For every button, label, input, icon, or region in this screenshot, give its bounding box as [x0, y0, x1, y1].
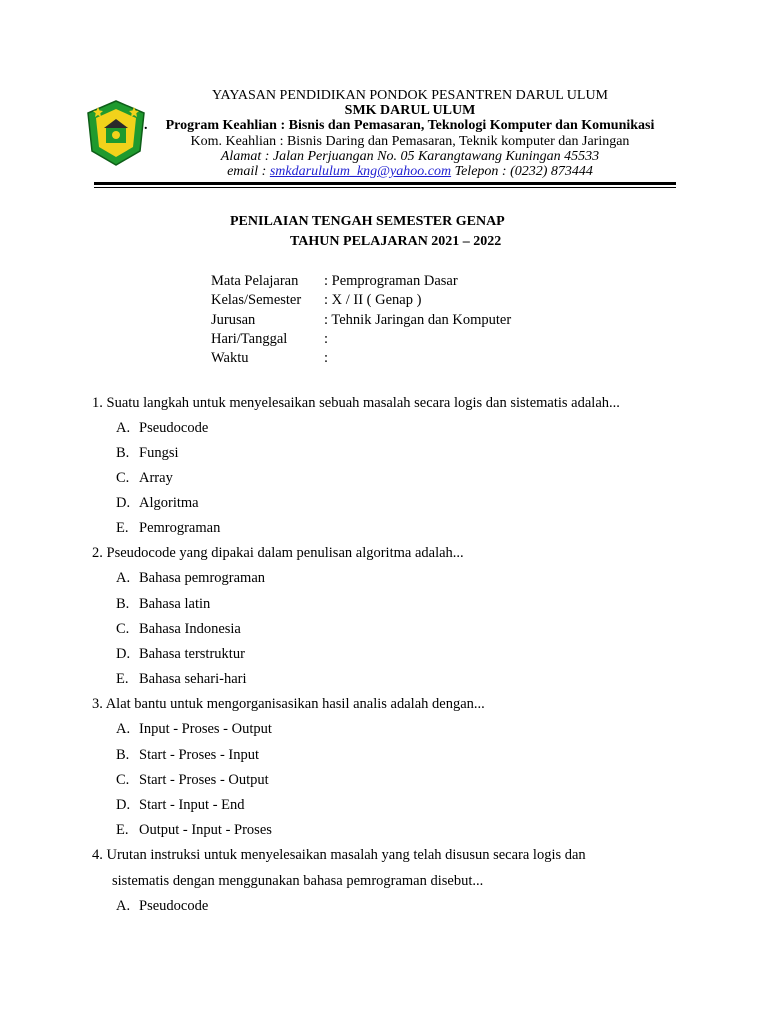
school-name: SMK DARUL ULUM: [344, 103, 476, 118]
option-letter: D.: [116, 495, 131, 511]
option-text: Array: [139, 470, 173, 486]
program-line: Program Keahlian : Bisnis dan Pemasaran, Teknologi Komputer dan Komunikasi: [165, 118, 655, 133]
option-text: Fungsi: [139, 445, 179, 461]
question-4: 4. Urutan instruksi untuk menyelesaikan masalah yang telah disusun secara logis dan: [92, 847, 586, 863]
option-letter: A.: [116, 721, 131, 737]
option-text: Start - Proses - Output: [139, 772, 269, 788]
option-3a[interactable]: [116, 719, 272, 739]
option-2c[interactable]: [116, 619, 241, 639]
info-label: Hari/Tanggal: [211, 330, 288, 347]
option-2e[interactable]: [116, 669, 247, 689]
option-letter: B.: [116, 747, 130, 763]
option-1e[interactable]: [116, 518, 220, 538]
option-letter: C.: [116, 621, 130, 637]
option-letter: D.: [116, 797, 131, 813]
option-text: Algoritma: [139, 495, 199, 511]
stray-dot: .: [144, 118, 148, 133]
option-text: Bahasa pemrograman: [139, 570, 266, 586]
question-1: 1. Suatu langkah untuk menyelesaikan sebuah masalah secara logis dan sistematis adalah...: [92, 395, 620, 411]
info-value: :: [324, 350, 329, 367]
option-letter: B.: [116, 596, 130, 612]
info-value: : Pemprograman Dasar: [324, 273, 458, 289]
exam-info: [211, 272, 511, 368]
option-1a[interactable]: [116, 418, 208, 438]
info-row: [211, 349, 511, 368]
option-letter: E.: [116, 520, 129, 536]
info-row: [211, 272, 511, 291]
option-letter: E.: [116, 671, 129, 687]
info-value: : Tehnik Jaringan dan Komputer: [324, 311, 512, 328]
option-1d[interactable]: [116, 493, 199, 513]
exam-title: PENILAIAN TENGAH SEMESTER GENAP: [230, 214, 505, 229]
option-letter: A.: [116, 898, 131, 914]
option-text: Start - Input - End: [139, 797, 245, 813]
option-2b[interactable]: [116, 594, 210, 614]
info-row: [211, 330, 511, 349]
school-logo: [86, 99, 146, 167]
option-letter: A.: [116, 570, 131, 586]
info-row: [211, 291, 511, 310]
header-rule-thick: [94, 182, 676, 185]
option-text: Bahasa Indonesia: [139, 621, 241, 637]
info-label: Waktu: [211, 350, 249, 367]
competency-line: Kom. Keahlian : Bisnis Daring dan Pemasaran, Teknik komputer dan Jaringan: [190, 134, 630, 149]
info-label: Kelas/Semester: [211, 292, 302, 309]
info-value: :: [324, 330, 329, 347]
option-3c[interactable]: [116, 770, 269, 790]
option-text: Input - Proses - Output: [139, 721, 272, 737]
email-label: email :: [227, 164, 270, 179]
option-text: Start - Proses - Input: [139, 747, 260, 763]
option-text: Bahasa latin: [139, 596, 211, 612]
option-text: Pseudocode: [139, 898, 209, 914]
option-text: Bahasa terstruktur: [139, 646, 245, 662]
address-line: Alamat : Jalan Perjuangan No. 05 Karangtawang Kuningan 45533: [220, 149, 600, 164]
phone-text: Telepon : (0232) 873444: [451, 164, 593, 179]
info-value: : X / II ( Genap ): [324, 292, 422, 309]
question-4-continued: sistematis dengan menggunakan bahasa pemrograman disebut...: [112, 873, 484, 889]
header-rule-thin: [94, 187, 676, 188]
option-letter: C.: [116, 772, 130, 788]
academic-year: TAHUN PELAJARAN 2021 – 2022: [290, 234, 502, 249]
question-3: 3. Alat bantu untuk mengorganisasikan hasil analis adalah dengan...: [92, 696, 485, 712]
option-2a[interactable]: [116, 568, 265, 588]
option-letter: C.: [116, 470, 130, 486]
contact-line: [150, 164, 670, 180]
info-label: Jurusan: [211, 311, 256, 328]
option-3e[interactable]: [116, 820, 272, 840]
foundation-name: YAYASAN PENDIDIKAN PONDOK PESANTREN DARUL ULUM: [211, 88, 609, 103]
option-4a[interactable]: [116, 896, 208, 916]
option-2d[interactable]: [116, 644, 245, 664]
question-2: 2. Pseudocode yang dipakai dalam penulisan algoritma adalah...: [92, 545, 464, 561]
info-label: Mata Pelajaran: [211, 273, 299, 289]
option-3d[interactable]: [116, 795, 245, 815]
option-text: Pseudocode: [139, 420, 209, 436]
option-text: Output - Input - Proses: [139, 822, 272, 838]
info-row: [211, 311, 511, 330]
option-1b[interactable]: [116, 443, 179, 463]
email-link[interactable]: smkdarululum_kng@yahoo.com: [269, 164, 452, 179]
option-letter: E.: [116, 822, 129, 838]
option-letter: B.: [116, 445, 130, 461]
option-letter: D.: [116, 646, 131, 662]
option-3b[interactable]: [116, 745, 259, 765]
option-1c[interactable]: [116, 468, 173, 488]
option-text: Bahasa sehari-hari: [139, 671, 247, 687]
option-letter: A.: [116, 420, 131, 436]
option-text: Pemrograman: [139, 520, 221, 536]
